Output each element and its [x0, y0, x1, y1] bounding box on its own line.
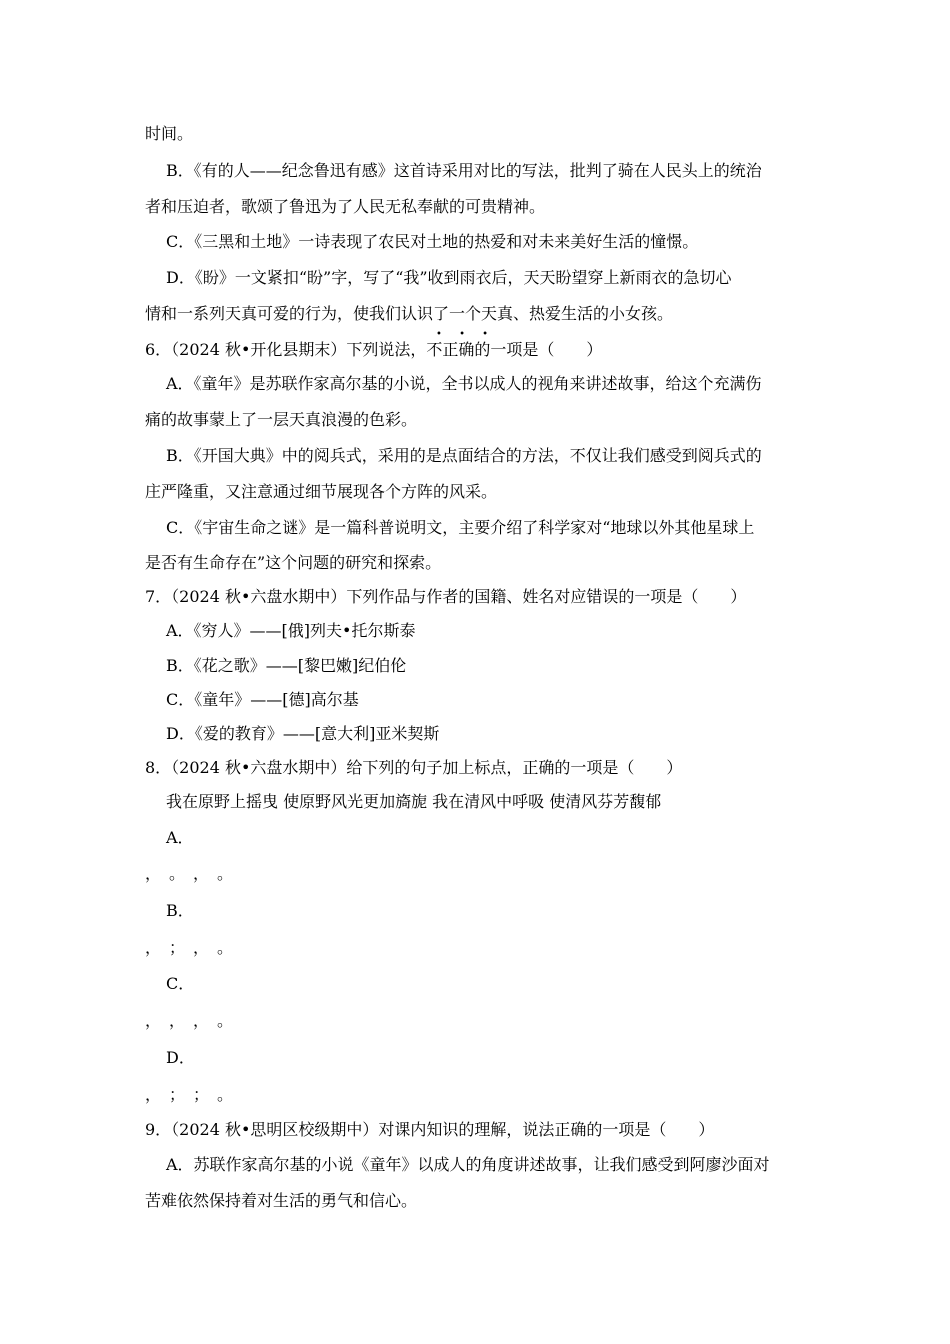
q7-stem: 7．（2024 秋•六盘水期中）下列作品与作者的国籍、姓名对应错误的一项是（ ） [145, 587, 747, 606]
q6-option-c-line1: C．《宇宙生命之谜》是一篇科普说明文，主要介绍了科学家对“地球以外其他星球上 [166, 518, 755, 537]
q5-option-d-line1: D．《盼》一文紧扣“盼”字，写了“我”收到雨衣后，天天盼望穿上新雨衣的急切心 [166, 268, 732, 287]
q8-option-a-label: A． [166, 828, 194, 847]
q5-option-d-line2: 情和一系列天真可爱的行为，使我们认识了一个天真、热爱生活的小女孩。 [145, 304, 674, 323]
q7-option-b: B．《花之歌》——[黎巴嫩]纪伯伦 [166, 656, 407, 675]
q6-option-a-line1: A．《童年》是苏联作家高尔基的小说，全书以成人的视角来讲述故事，给这个充满伤 [166, 374, 762, 393]
q8-option-c-label: C． [166, 974, 195, 993]
q8-sentence: 我在原野上摇曳 使原野风光更加旖旎 我在清风中呼吸 使清风芬芳馥郁 [166, 792, 662, 811]
q8-option-c-marks: ， ， ， 。 [145, 1011, 234, 1030]
q7-option-a: A．《穷人》——[俄]列夫•托尔斯泰 [166, 621, 416, 640]
q8-option-d-label: D． [166, 1048, 195, 1067]
q8-option-d-marks: ， ； ； 。 [145, 1085, 234, 1104]
q8-option-b-marks: ， ； ， 。 [145, 938, 234, 957]
q9-stem: 9．（2024 秋•思明区校级期中）对课内知识的理解，说法正确的一项是（ ） [145, 1120, 715, 1139]
q9-option-a-line1: A．苏联作家高尔基的小说《童年》以成人的角度讲述故事，让我们感受到阿廖沙面对 [166, 1155, 770, 1174]
q6-stem: 6．（2024 秋•开化县期末）下列说法，不正确的一项是（ ） [145, 340, 603, 359]
q7-option-c: C．《童年》——[德]高尔基 [166, 690, 359, 709]
emphasis-dots: • • • [436, 329, 496, 340]
q8-stem: 8．（2024 秋•六盘水期中）给下列的句子加上标点，正确的一项是（ ） [145, 758, 683, 777]
q8-option-a-marks: ， 。 ， 。 [145, 864, 234, 883]
q5-option-b-line1: B．《有的人——纪念鲁迅有感》这首诗采用对比的写法，批判了骑在人民头上的统治 [166, 161, 762, 180]
q9-option-a-line2: 苦难依然保持着对生活的勇气和信心。 [145, 1191, 418, 1210]
q6-option-b-line1: B．《开国大典》中的阅兵式，采用的是点面结合的方法，不仅让我们感受到阅兵式的 [166, 446, 762, 465]
q8-option-b-label: B． [166, 901, 194, 920]
q5-option-c: C．《三黑和土地》一诗表现了农民对土地的热爱和对未来美好生活的憧憬。 [166, 232, 699, 251]
q6-option-c-line2: 是否有生命存在”这个问题的研究和探索。 [145, 553, 442, 572]
q6-option-a-line2: 痛的故事蒙上了一层天真浪漫的色彩。 [145, 410, 418, 429]
q5-option-a-tail: 时间。 [145, 124, 194, 143]
q6-option-b-line2: 庄严隆重，又注意通过细节展现各个方阵的风采。 [145, 482, 498, 501]
q7-option-d: D．《爱的教育》——[意大利]亚米契斯 [166, 724, 440, 743]
q5-option-b-line2: 者和压迫者，歌颂了鲁迅为了人民无私奉献的可贵精神。 [145, 197, 546, 216]
